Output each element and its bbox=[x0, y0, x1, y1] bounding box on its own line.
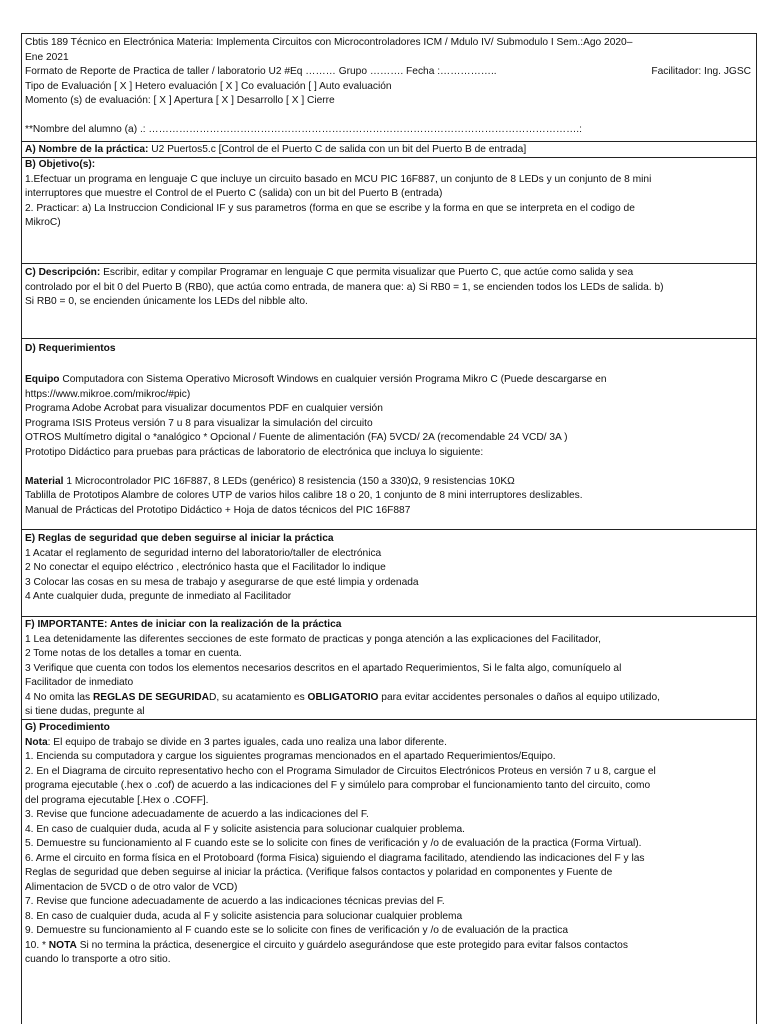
material-line: Tablilla de Prototipos Alambre de colores UTP de varios hilos calibre 18 o 20, 1 conjunto de 8 mini interruptores deslizables. bbox=[25, 490, 583, 501]
header-facilitator: Facilitador: Ing. JGSC bbox=[651, 66, 751, 77]
section-b-line: interruptores que muestre el Control de el Puerto C (salida) con un bit del Puerto B (entrada) bbox=[25, 188, 443, 199]
section-b-line: MikroC) bbox=[25, 217, 61, 228]
procedure-step: 7. Revise que funcione adecuadamente de acuerdo a las indicaciones técnicas previas del F. bbox=[25, 896, 445, 907]
procedure-step: Alimentacion de 5VCD o de otro valor de VCD) bbox=[25, 881, 238, 893]
important-item: 2 Tome notas de los detalles a tomar en cuenta. bbox=[25, 648, 242, 659]
item4-text: para evitar accidentes personales o daños al equipo utilizado, bbox=[378, 691, 660, 703]
section-f-important bbox=[22, 617, 756, 720]
step10-note-label: NOTA bbox=[48, 939, 77, 951]
equipo-line: OTROS Multímetro digital o *analógico * Opcional / Fuente de alimentación (FA) 5VCD/ 2A (recomendable 24 VCD/ 3A ) bbox=[25, 432, 568, 443]
important-item: Facilitador de inmediato bbox=[25, 677, 134, 688]
material-label: Material bbox=[25, 475, 64, 487]
form-header bbox=[22, 34, 756, 142]
procedure-step: cuando lo transporte a otro sitio. bbox=[25, 954, 171, 965]
safety-rule: 3 Colocar las cosas en su mesa de trabajo y asegurarse de que esté limpia y ordenada bbox=[25, 576, 419, 588]
nota-label: Nota bbox=[25, 736, 48, 748]
procedure-step: 8. En caso de cualquier duda, acuda al F y solicite asistencia para solucionar cualquier problema bbox=[25, 910, 463, 922]
section-b-line: 1.Efectuar un programa en lenguaje C que incluye un circuito basado en MCU PIC 16F887, un conjunto de 8 LEDs y un conjunto de 8 mini bbox=[25, 173, 652, 185]
section-c-description bbox=[22, 264, 756, 339]
section-a-practice-name bbox=[22, 142, 756, 158]
procedure-step: Reglas de seguridad que deben seguirse al iniciar la práctica. (Verifique falsos contactos y polaridad en componentes y Fuente de bbox=[25, 867, 613, 878]
section-e-safety-rules bbox=[22, 530, 756, 617]
student-name-line: **Nombre del alumno (a) .: ……………………………………………………………………………………………………………….: bbox=[25, 124, 582, 135]
section-b-objectives bbox=[22, 158, 756, 264]
important-item: si tiene dudas, pregunte al bbox=[25, 706, 145, 717]
header-period-line: Ene 2021 bbox=[25, 51, 69, 63]
safety-rule: 2 No conectar el equipo eléctrico , electrónico hasta que el Facilitador lo indique bbox=[25, 562, 386, 573]
section-c-line: Si RB0 = 0, se encienden únicamente los LEDs del nibble alto. bbox=[25, 296, 308, 307]
equipo-line: Prototipo Didáctico para pruebas para prácticas de laboratorio de electrónica que incluya lo siguiente: bbox=[25, 446, 484, 458]
section-b-line: 2. Practicar: a) La Instruccion Condicional IF y sus parametros (forma en que se escribe y la forma en que se interpreta en el codigo de bbox=[25, 202, 635, 214]
section-d-requirements bbox=[22, 339, 756, 530]
safety-rule: 4 Ante cualquier duda, pregunte de inmediato al Facilitador bbox=[25, 591, 292, 602]
equipo-label: Equipo bbox=[25, 374, 60, 385]
procedure-step: 6. Arme el circuito en forma física en el Protoboard (forma Fisica) siguiendo el diagrama facilitado, atendiendo las indicaciones del F y las bbox=[25, 852, 645, 864]
evaluation-type-line: Tipo de Evaluación [ X ] Hetero evaluación [ X ] Co evaluación [ ] Auto evaluación bbox=[25, 80, 392, 92]
section-a-text: U2 Puertos5.c [Control de el Puerto C de salida con un bit del Puerto B de entrada] bbox=[148, 144, 527, 155]
header-course-line: Cbtis 189 Técnico en Electrónica Materia: Implementa Circuitos con Microcontroladores ICM / Mdulo IV/ Submodulo I Sem.:Ago 2020– bbox=[25, 37, 633, 48]
section-b-title: B) Objetivo(s): bbox=[25, 159, 96, 170]
procedure-step: 9. Demuestre su funcionamiento al F cuando este se lo solicite con fines de verificación y /o de evaluación de la practica bbox=[25, 925, 569, 936]
important-item: 1 Lea detenidamente las diferentes secciones de este formato de practicas y ponga atención a las explicaciones del Facilitador, bbox=[25, 633, 601, 645]
evaluation-moment-line: Momento (s) de evaluación: [ X ] Apertura [ X ] Desarrollo [ X ] Cierre bbox=[25, 95, 335, 106]
section-d-title: D) Requerimientos bbox=[25, 343, 116, 354]
section-c-line: controlado por el bit 0 del Puerto B (RB0), que actúa como entrada, de manera que: a) Si RB0 = 1, se encienden todos los LEDs de salida. b) bbox=[25, 281, 664, 293]
important-item: 3 Verifique que cuenta con todos los elementos necesarios descritos en el apartado Requerimientos, Si le falta algo, comuníquelo al bbox=[25, 662, 622, 674]
procedure-step: del programa ejecutable [.Hex o .COFF]. bbox=[25, 794, 209, 806]
section-a-label: A) Nombre de la práctica: bbox=[25, 144, 149, 155]
equipo-line: https://www.mikroe.com/mikroc/#pic) bbox=[25, 388, 191, 400]
practice-report-form bbox=[21, 33, 757, 1024]
section-c-label: C) Descripción: bbox=[25, 267, 101, 278]
item4-text: D, su acatamiento es bbox=[209, 691, 308, 703]
important-item-4 bbox=[25, 691, 753, 706]
procedure-step: 2. En el Diagrama de circuito representativo hecho con el Programa Simulador de Circuitos Electrónicos Proteus en versión 7 u 8, cargue el bbox=[25, 765, 656, 777]
equipo-line: Programa ISIS Proteus versión 7 u 8 para visualizar la simulación del circuito bbox=[25, 417, 373, 429]
safety-rule: 1 Acatar el reglamento de seguridad interno del laboratorio/taller de electrónica bbox=[25, 547, 382, 559]
section-c-first-line: Escribir, editar y compilar Programar en lenguaje C que permita visualizar que Puerto C, que actúe como salida y sea bbox=[100, 267, 634, 278]
item4-safety-rules: REGLAS DE SEGURIDA bbox=[92, 691, 209, 703]
header-format-text: Formato de Reporte de Practica de taller / laboratorio U2 #Eq ……… Grupo ………. Fecha :…………….. bbox=[25, 66, 497, 77]
material-first-line: 1 Microcontrolador PIC 16F887, 8 LEDs (genérico) 8 resistencia (150 a 330)Ω, 9 resistencias 10KΩ bbox=[63, 475, 515, 487]
step10-number: 10. * bbox=[25, 939, 49, 951]
nota-text: : El equipo de trabajo se divide en 3 partes iguales, cada uno realiza una labor diferente. bbox=[47, 736, 447, 748]
procedure-step: programa ejecutable (.hex o .cof) de acuerdo a las indicaciones del F y simúlelo para comprobar el funcionamiento tanto del circuito, como bbox=[25, 780, 651, 791]
section-f-title: F) IMPORTANTE: Antes de iniciar con la realización de la práctica bbox=[25, 619, 342, 630]
equipo-line: Programa Adobe Acrobat para visualizar documentos PDF en cualquier versión bbox=[25, 403, 383, 414]
item4-text: 4 No omita las bbox=[25, 691, 93, 703]
header-format-row bbox=[25, 65, 753, 80]
procedure-step: 1. Encienda su computadora y cargue los siguientes programas mencionados en el apartado Requerimientos/Equipo. bbox=[25, 751, 556, 762]
section-e-title: E) Reglas de seguridad que deben seguirse al iniciar la práctica bbox=[25, 533, 334, 544]
procedure-step-10 bbox=[25, 939, 753, 954]
equipo-first-line: Computadora con Sistema Operativo Microsoft Windows en cualquier versión Programa Mikro C (Puede descargarse en bbox=[59, 374, 607, 385]
material-line: Manual de Prácticas del Prototipo Didáctico + Hoja de datos técnicos del PIC 16F887 bbox=[25, 504, 411, 516]
procedure-step: 4. En caso de cualquier duda, acuda al F y solicite asistencia para solucionar cualquier problema. bbox=[25, 823, 466, 835]
step10-text: Si no termina la práctica, desenergice el circuito y guárdelo asegurándose que este protegido para evitar falsos contactos bbox=[76, 939, 628, 951]
section-g-procedure bbox=[22, 720, 756, 1025]
section-g-title: G) Procedimiento bbox=[25, 722, 110, 733]
procedure-step: 3. Revise que funcione adecuadamente de acuerdo a las indicaciones del F. bbox=[25, 809, 369, 820]
procedure-step: 5. Demuestre su funcionamiento al F cuando este se lo solicite con fines de verificación y /o de evaluación de la practica (Forma Virtual). bbox=[25, 838, 642, 849]
item4-mandatory: OBLIGATORIO bbox=[307, 691, 379, 703]
